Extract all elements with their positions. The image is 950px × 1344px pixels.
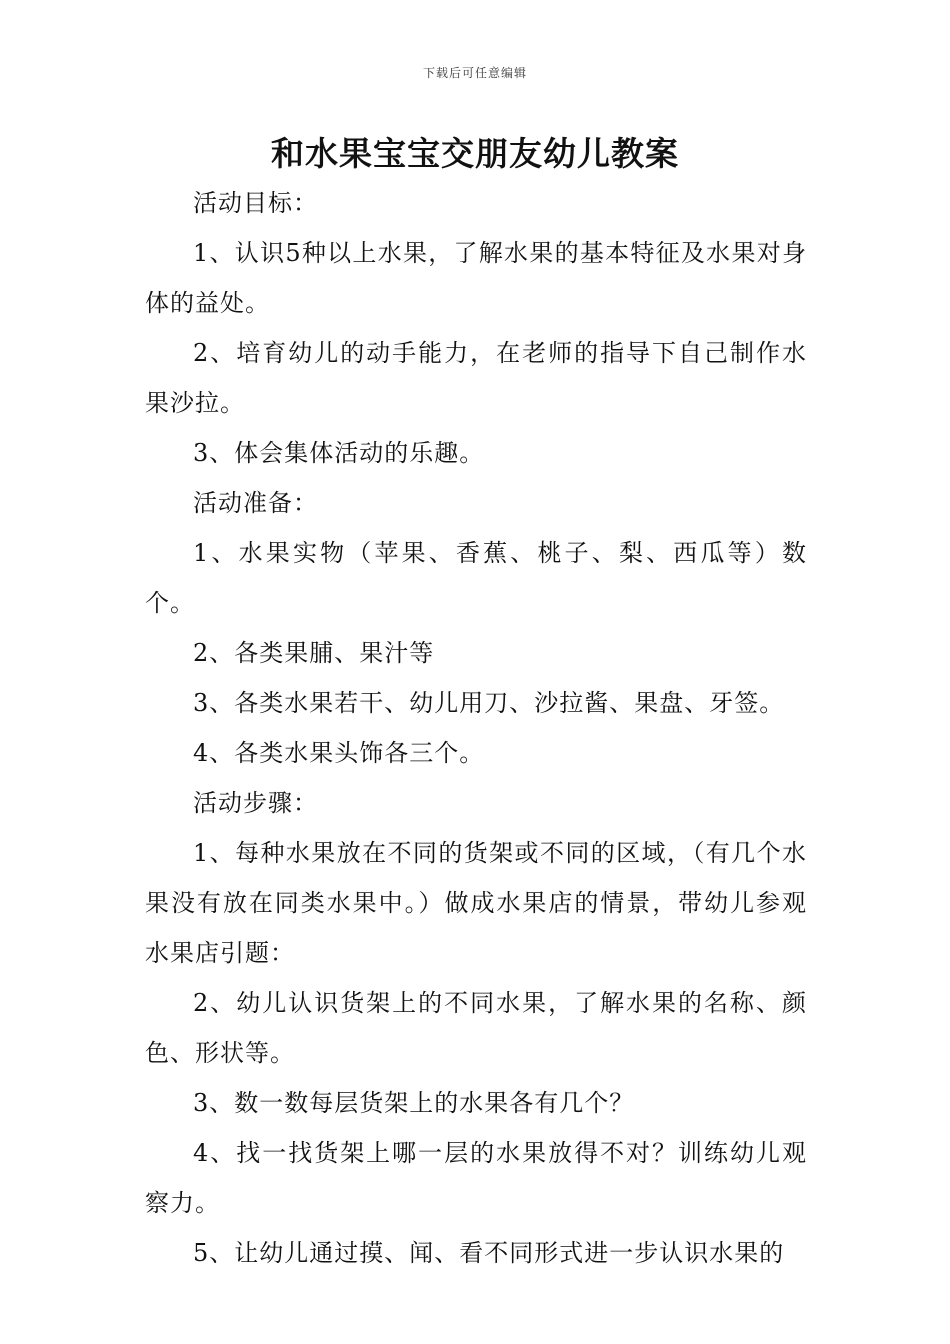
step-item-4: 4、找一找货架上哪一层的水果放得不对？训练幼儿观察力。 bbox=[145, 1139, 807, 1217]
section-heading-preparation: 活动准备： bbox=[193, 489, 318, 517]
header-note: 下载后可任意编辑 bbox=[422, 66, 527, 80]
preparation-item-3: 3、各类水果若干、幼儿用刀、沙拉酱、果盘、牙签。 bbox=[193, 689, 785, 717]
step-item-2: 2、幼儿认识货架上的不同水果，了解水果的名称、颜色、形状等。 bbox=[145, 989, 807, 1067]
step-item-5: 5、让幼儿通过摸、闻、看不同形式进一步认识水果的 bbox=[193, 1239, 785, 1267]
document-title: 和水果宝宝交朋友幼儿教案 bbox=[271, 134, 679, 173]
objective-item-2: 2、培育幼儿的动手能力，在老师的指导下自己制作水果沙拉。 bbox=[145, 339, 807, 417]
document-body bbox=[145, 178, 807, 1278]
preparation-item-4: 4、各类水果头饰各三个。 bbox=[193, 739, 485, 767]
objective-item-1: 1、认识5种以上水果，了解水果的基本特征及水果对身体的益处。 bbox=[145, 239, 807, 317]
preparation-item-1: 1、水果实物（苹果、香蕉、桃子、梨、西瓜等）数个。 bbox=[145, 539, 807, 617]
section-heading-steps: 活动步骤： bbox=[193, 789, 318, 817]
section-heading-objectives: 活动目标： bbox=[193, 189, 318, 217]
step-item-1: 1、每种水果放在不同的货架或不同的区域，（有几个水果没有放在同类水果中。）做成水果店的情景，带幼儿参观水果店引题： bbox=[145, 839, 807, 967]
step-item-3: 3、数一数每层货架上的水果各有几个？ bbox=[193, 1089, 635, 1117]
preparation-item-2: 2、各类果脯、果汁等 bbox=[193, 639, 435, 667]
objective-item-3: 3、体会集体活动的乐趣。 bbox=[193, 439, 485, 467]
